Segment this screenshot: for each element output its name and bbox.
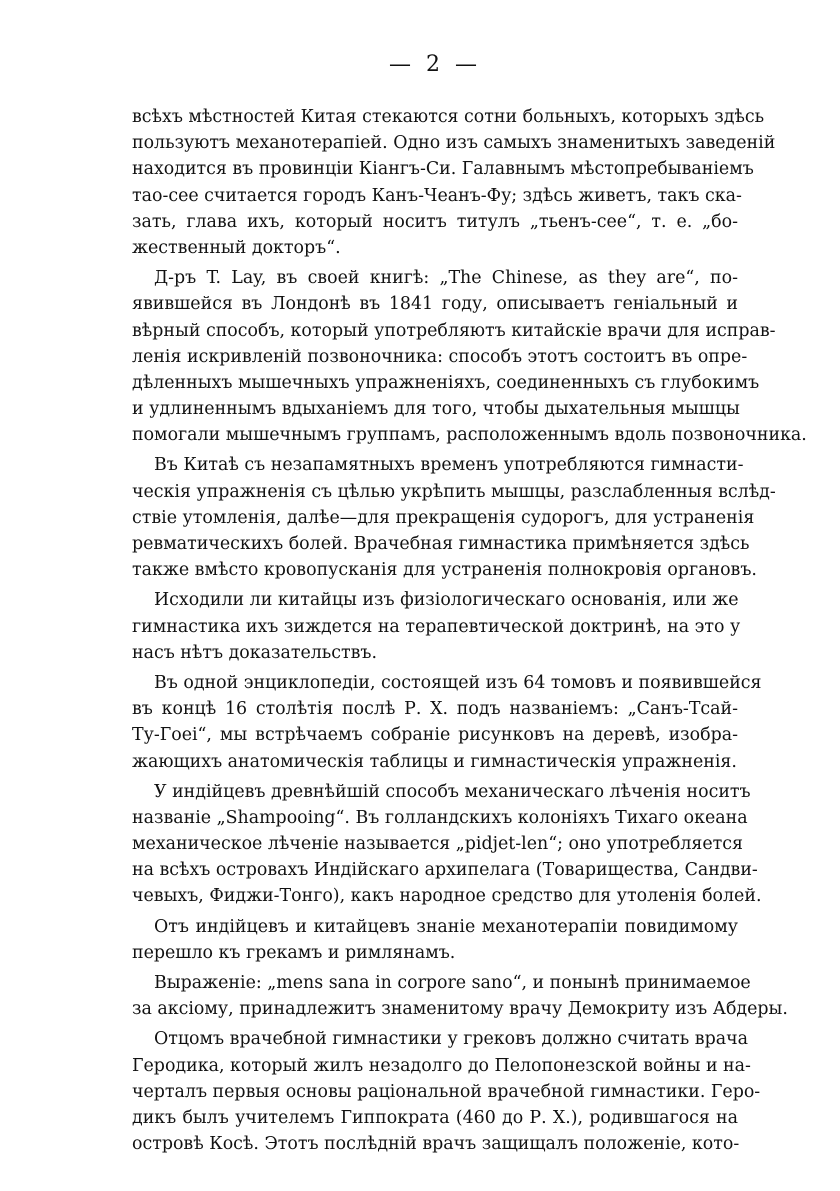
text-line: въ концѣ 16 столѣтія послѣ Р. Х. подъ названіемъ: „Санъ-Тсай- [132, 699, 738, 720]
text-line: островѣ Косѣ. Этотъ послѣдній врачъ защищалъ положеніе, кото- [132, 1134, 740, 1155]
text-line: дѣленныхъ мышечныхъ упражненіяхъ, соединенныхъ съ глубокимъ [132, 372, 760, 393]
text-line: находится въ провинціи Кіангъ-Си. Галавнымъ мѣстопребываніемъ [132, 159, 754, 180]
text-line: Отцомъ врачебной гимнастики у грековъ должно считать врача [154, 1029, 748, 1050]
text-line: зать, глава ихъ, который носитъ титулъ „тьенъ-сее“, т. е. „бо- [132, 211, 738, 232]
text-line: ленія искривленій позвоночника: способъ этотъ состоитъ въ опре- [132, 346, 748, 367]
text-line: на всѣхъ островахъ Индійскаго архипелага (Товарищества, Сандви- [132, 860, 758, 881]
text-line: названіе „Shampooing“. Въ голландскихъ колоніяхъ Тихаго океана [132, 807, 748, 828]
text-line: черталъ первыя основы раціональной врачебной гимнастики. Геро- [132, 1081, 761, 1102]
text-line: Д-ръ T. Lay, въ своей книгѣ: „The Chinese, as they are“, по- [154, 268, 738, 289]
text-line: перешло къ грекамъ и римлянамъ. [132, 942, 456, 963]
text-line: Геродика, который жилъ незадолго до Пелопонезской войны и на- [132, 1055, 751, 1076]
text-line: вѣрный способъ, который употребляютъ китайскіе врачи для исправ- [132, 320, 776, 341]
text-line: помогали мышечнымъ группамъ, расположеннымъ вдоль позвоночника. [132, 425, 807, 446]
text-line: жественный докторъ“. [132, 237, 341, 258]
text-line: ствіе утомленія, далѣе—для прекращенія судорогъ, для устраненія [132, 507, 755, 528]
text-line: У индійцевъ древнѣйшій способъ механическаго лѣченія носитъ [154, 781, 751, 802]
text-line: пользуютъ механотерапіей. Одно изъ самыхъ знаменитыхъ заведеній [132, 133, 776, 154]
text-line: Въ Китаѣ съ незапамятныхъ временъ употребляются гимнасти- [154, 455, 744, 476]
text-line: и удлиненнымъ вдыханіемъ для того, чтобы дыхательныя мышцы [132, 399, 740, 420]
text-line: Выраженіе: „mens sana in corpore sano“, и понынѣ принимаемое [154, 973, 751, 993]
text-line: явившейся въ Лондонѣ въ 1841 году, описываетъ геніальный и [132, 294, 738, 315]
text-line: Въ одной энциклопедіи, состоящей изъ 64 томовъ и появившейся [154, 672, 762, 693]
page-number: — 2 — [389, 52, 481, 77]
text-line: за аксіому, принадлежитъ знаменитому врачу Демокриту изъ Абдеры. [132, 999, 788, 1020]
text-line: Исходили ли китайцы изъ физіологическаго основанія, или же [154, 590, 739, 611]
text-line: дикъ былъ учителемъ Гиппократа (460 до Р. Х.), родившагося на [132, 1107, 738, 1128]
text-line: гимнастика ихъ зиждется на терапевтической доктринѣ, на это у [132, 616, 741, 637]
text-line: ческія упражненія съ цѣлью укрѣпить мышцы, разслабленныя вслѣд- [132, 481, 776, 502]
text-line: механическое лѣченіе называется „pidjet-len“; оно употребляется [132, 834, 743, 855]
text-line: Отъ индійцевъ и китайцевъ знаніе механотерапіи повидимому [154, 916, 738, 937]
text-line: всѣхъ мѣстностей Китая стекаются сотни больныхъ, которыхъ здѣсь [132, 107, 765, 127]
text-line: чевыхъ, Фиджи-Тонго), какъ народное средство для утоленія болей. [132, 886, 762, 907]
text-line: ревматическихъ болей. Врачебная гимнастика примѣняется здѣсь [132, 534, 750, 554]
text-line: жающихъ анатомическія таблицы и гимнастическія упражненія. [132, 751, 737, 772]
text-line: тао-сее считается городъ Канъ-Чеанъ-Фу; здѣсь живетъ, такъ ска- [132, 185, 742, 206]
text-line: также вмѣсто кровопусканія для устраненія полнокровія органовъ. [132, 560, 757, 581]
text-line: Ту-Гоеі“, мы встрѣчаемъ собраніе рисунковъ на деревѣ, изобра- [132, 725, 738, 746]
body-text [132, 104, 807, 1157]
text-line: насъ нѣтъ доказательствъ. [132, 642, 378, 663]
